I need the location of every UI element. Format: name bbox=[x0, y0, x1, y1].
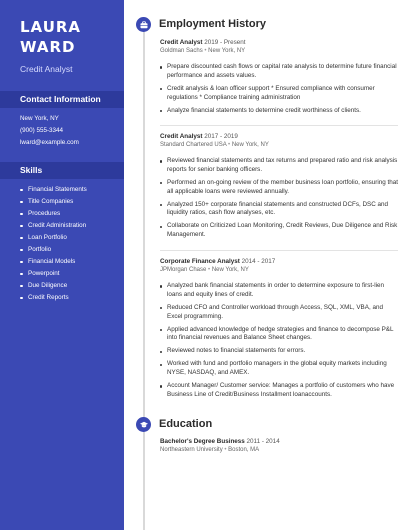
bullet-item: Reviewed financial statements and tax returns and prepared ratio and risk analysis reports for senior banking officers. bbox=[160, 157, 400, 175]
bullet-item: Worked with fund and portfolio managers in the global equity markets including NYSE, NASDAQ, and AMEX. bbox=[160, 360, 400, 378]
job-company-line bbox=[160, 266, 400, 275]
skill-item: Powerpoint bbox=[20, 268, 87, 280]
education-school-line bbox=[160, 446, 400, 455]
bullet-item: Reviewed notes to financial statements for errors. bbox=[160, 347, 400, 356]
graduation-cap-icon bbox=[136, 417, 151, 432]
last-name: WARD bbox=[20, 38, 76, 56]
timeline-line bbox=[143, 25, 145, 530]
separator-dot-icon: • bbox=[224, 447, 229, 453]
job-entry bbox=[160, 38, 400, 120]
bullet-item: Analyze financial statements to determine credit worthiness of clients. bbox=[160, 107, 400, 116]
sidebar bbox=[0, 0, 124, 530]
contact-phone: (900) 555-3344 bbox=[20, 127, 64, 134]
contact-email[interactable]: lward@example.com bbox=[20, 139, 79, 146]
skill-item: Financial Statements bbox=[20, 184, 87, 196]
job-company-line bbox=[160, 47, 400, 56]
school: Northeastern University bbox=[160, 447, 223, 453]
job-title: Credit Analyst bbox=[20, 64, 73, 74]
education-heading: Education bbox=[159, 418, 213, 430]
job-company: Goldman Sachs bbox=[160, 48, 203, 54]
bullet-item: Collaborate on Criticized Loan Monitoring, Credit Reviews, Due Diligence and Risk Management. bbox=[160, 222, 400, 240]
skill-item: Due Diligence bbox=[20, 280, 87, 292]
skills-heading: Skills bbox=[20, 165, 43, 175]
bullet-item: Account Manager/ Customer service: Manages a portfolio of customers who have Business Line of Credit/Business Installment loanaccounts. bbox=[160, 382, 400, 400]
job-bullets bbox=[160, 282, 400, 400]
job-dates: 2019 - Present bbox=[204, 39, 246, 46]
divider bbox=[160, 125, 398, 126]
candidate-name bbox=[20, 17, 81, 57]
bullet-item: Analyzed bank financial statements in order to determine exposure to first-lien loans and equity lines of credit. bbox=[160, 282, 400, 300]
job-location: New York, NY bbox=[231, 142, 269, 148]
job-location: New York, NY bbox=[211, 267, 249, 273]
skill-item: Loan Portfolio bbox=[20, 232, 87, 244]
job-position: Credit Analyst bbox=[160, 133, 203, 140]
job-bullets bbox=[160, 63, 400, 115]
contact-heading: Contact Information bbox=[20, 94, 101, 104]
divider bbox=[160, 250, 398, 251]
skills-heading-band bbox=[0, 162, 124, 179]
bullet-item: Performed an on-going review of the member business loan portfolio, ensuring that all applicable loans were reviewed annually. bbox=[160, 179, 400, 197]
job-position: Corporate Finance Analyst bbox=[160, 258, 240, 265]
bullet-item: Reduced CFO and Controller workload through Access, SQL, XML, VBA, and Excel programming. bbox=[160, 304, 400, 322]
job-bullets bbox=[160, 157, 400, 240]
separator-dot-icon: • bbox=[228, 142, 232, 148]
skills-list bbox=[20, 184, 87, 304]
bullet-item: Credit analysis & loan officer support * Ensured compliance with consumer regulations * Compliance training administration bbox=[160, 85, 400, 103]
bullet-item: Prepare discounted cash flows or capital rate analysis to determine future financial performance and assets values. bbox=[160, 63, 400, 81]
degree: Bachelor's Degree Business bbox=[160, 438, 245, 445]
contact-location: New York, NY bbox=[20, 115, 59, 122]
job-position: Credit Analyst bbox=[160, 39, 203, 46]
skill-item: Title Companies bbox=[20, 196, 87, 208]
first-name: LAURA bbox=[20, 18, 82, 36]
separator-dot-icon: • bbox=[204, 48, 209, 54]
job-entry bbox=[160, 257, 400, 404]
job-header bbox=[160, 132, 400, 141]
skill-item: Financial Models bbox=[20, 256, 87, 268]
bullet-item: Applied advanced knowledge of hedge strategies and finance to decompose P&L into financial revenues and Balance Sheet changes. bbox=[160, 326, 400, 344]
contact-heading-band bbox=[0, 91, 124, 108]
education-header bbox=[160, 437, 400, 446]
job-location: New York, NY bbox=[208, 48, 246, 54]
education-entry bbox=[160, 437, 400, 455]
skill-item: Credit Reports bbox=[20, 292, 87, 304]
job-header bbox=[160, 257, 400, 266]
job-company: Standard Chartered USA bbox=[160, 142, 227, 148]
skill-item: Credit Administration bbox=[20, 220, 87, 232]
job-dates: 2017 - 2019 bbox=[204, 133, 238, 140]
education-dates: 2011 - 2014 bbox=[246, 438, 280, 445]
bullet-item: Analyzed 150+ corporate financial statements and constructed DCFs, DSC and liquidity ratios, cash flow analyses, etc. bbox=[160, 201, 400, 219]
school-location: Boston, MA bbox=[228, 447, 260, 453]
job-entry bbox=[160, 132, 400, 244]
job-company: JPMorgan Chase bbox=[160, 267, 207, 273]
job-header bbox=[160, 38, 400, 47]
skill-item: Procedures bbox=[20, 208, 87, 220]
employment-heading: Employment History bbox=[159, 18, 266, 30]
job-company-line bbox=[160, 141, 400, 150]
separator-dot-icon: • bbox=[208, 267, 212, 273]
briefcase-icon bbox=[136, 17, 151, 32]
skill-item: Portfolio bbox=[20, 244, 87, 256]
job-dates: 2014 - 2017 bbox=[241, 258, 276, 265]
